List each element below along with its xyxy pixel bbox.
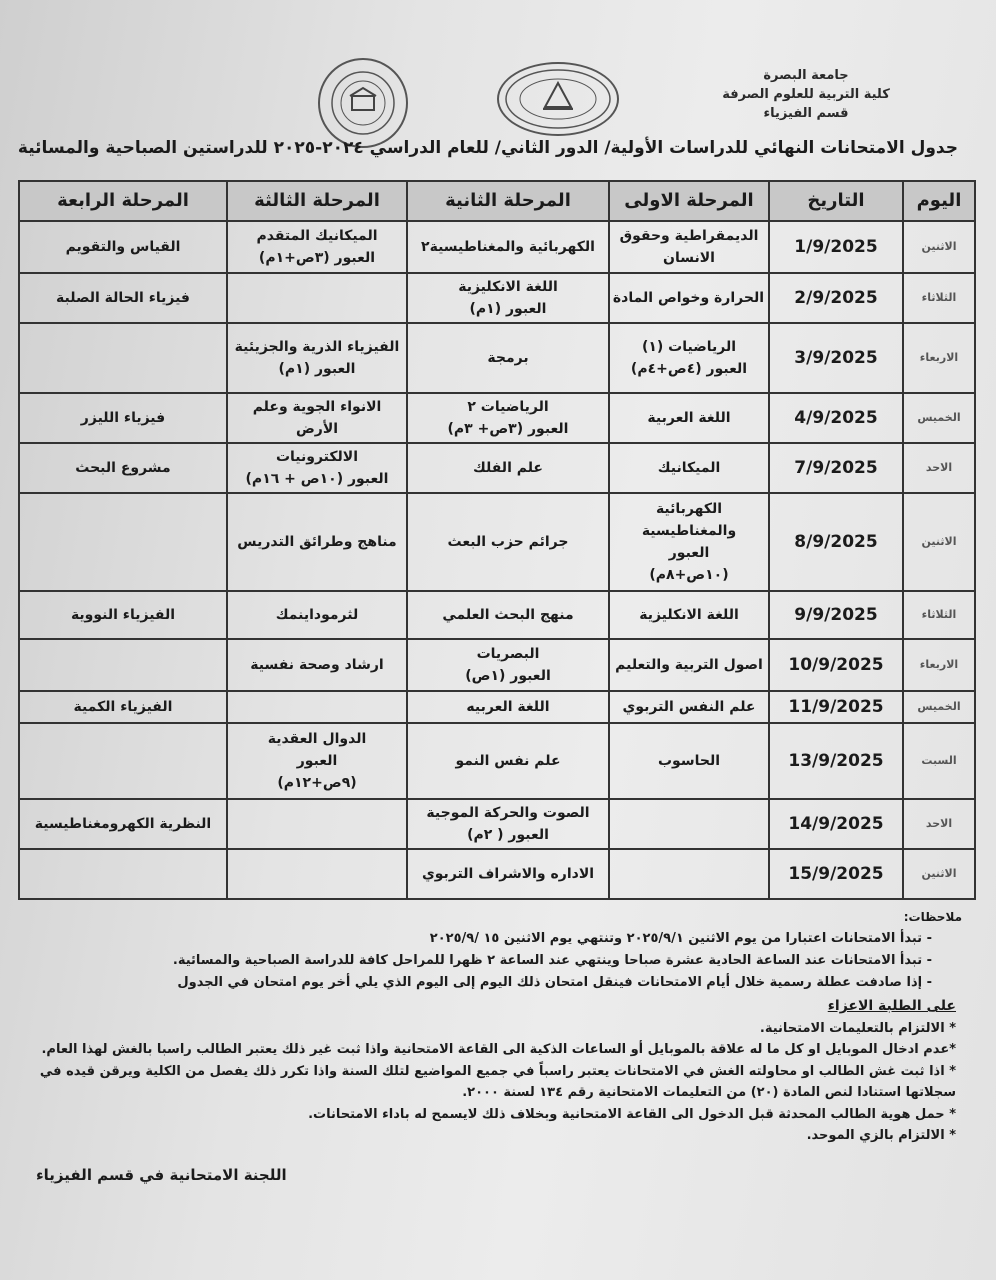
exam-schedule-table bbox=[18, 180, 976, 900]
course-text: اللغة العربية bbox=[647, 410, 731, 426]
day-cell: الخميس bbox=[903, 691, 975, 723]
college-logo bbox=[497, 62, 619, 136]
stage-4-cell bbox=[19, 221, 227, 273]
date-cell: 15/9/2025 bbox=[769, 849, 903, 899]
course-text: الحرارة وخواص المادة bbox=[612, 290, 764, 306]
course-text: اللغة العربيه bbox=[466, 699, 550, 715]
stage-2-cell bbox=[407, 221, 609, 273]
header-stage-2: المرحلة الثانية bbox=[407, 181, 609, 221]
table-row bbox=[19, 849, 975, 899]
stage-1-cell bbox=[609, 799, 769, 849]
stage-1-cell bbox=[609, 443, 769, 493]
notes-section bbox=[2, 906, 962, 994]
stage-1-cell bbox=[609, 323, 769, 393]
stage-2-cell bbox=[407, 691, 609, 723]
stage-4-cell bbox=[19, 639, 227, 691]
stage-2-cell bbox=[407, 393, 609, 443]
course-text: علم الفلك bbox=[472, 460, 543, 476]
stage-1-cell bbox=[609, 493, 769, 591]
stage-2-cell bbox=[407, 849, 609, 899]
stage-1-cell bbox=[609, 591, 769, 639]
stage-3-cell bbox=[227, 723, 407, 799]
course-text: الفيزياء الذرية والجزيئية bbox=[234, 339, 400, 355]
date-cell: 2/9/2025 bbox=[769, 273, 903, 323]
stage-3-cell bbox=[227, 393, 407, 443]
stage-4-cell bbox=[19, 799, 227, 849]
stage-1-cell bbox=[609, 393, 769, 443]
stage-1-cell bbox=[609, 723, 769, 799]
stage-3-cell bbox=[227, 591, 407, 639]
date-cell: 7/9/2025 bbox=[769, 443, 903, 493]
university-logo bbox=[318, 58, 408, 148]
stage-4-cell bbox=[19, 849, 227, 899]
course-text: القياس والتقويم bbox=[65, 239, 181, 255]
course-text: الاداره والاشراف التربوي bbox=[421, 866, 595, 882]
stage-2-cell bbox=[407, 799, 609, 849]
table-row bbox=[19, 221, 975, 273]
table-row bbox=[19, 691, 975, 723]
table-row bbox=[19, 323, 975, 393]
stage-3-cell bbox=[227, 639, 407, 691]
college-name: كلية التربية للعلوم الصرفة bbox=[722, 87, 890, 102]
course-text: ارشاد وصحة نفسية bbox=[250, 657, 384, 673]
table-header-row bbox=[19, 181, 975, 221]
course-text: لثرموداينمك bbox=[275, 607, 359, 623]
course-text: الرياضيات (١) bbox=[641, 339, 737, 355]
course-text: علم النفس التربوي bbox=[622, 699, 756, 715]
course-text: جرائم حزب البعث bbox=[447, 534, 569, 550]
course-text: مناهج وطرائق التدريس bbox=[237, 534, 397, 550]
note-item: - إذا صادفت عطلة رسمية خلال أيام الامتحانات فينقل امتحان ذلك اليوم إلى اليوم الذي يلي أخر يوم امتحان في الجدول bbox=[177, 975, 932, 990]
stage-1-cell bbox=[609, 639, 769, 691]
stage-4-cell bbox=[19, 443, 227, 493]
student-instructions bbox=[0, 996, 956, 1147]
stage-1-cell bbox=[609, 221, 769, 273]
stage-2-cell bbox=[407, 323, 609, 393]
course-text: فيزياء الحالة الصلبة bbox=[56, 290, 190, 306]
course-text: النظرية الكهرومغناطيسية bbox=[34, 816, 212, 832]
course-text: الانسان bbox=[663, 250, 715, 266]
instruction-item: * حمل هوية الطالب المحدثة قبل الدخول الى القاعة الامتحانية وبخلاف ذلك لايسمح له باداء الامتحانات. bbox=[308, 1106, 956, 1122]
course-text: الدوال العقدية bbox=[267, 731, 367, 747]
course-text: الفيزياء النووية bbox=[70, 607, 176, 623]
stage-3-cell bbox=[227, 799, 407, 849]
table-row bbox=[19, 393, 975, 443]
stage-1-cell bbox=[609, 691, 769, 723]
day-cell: الخميس bbox=[903, 393, 975, 443]
course-text: العبور bbox=[296, 753, 338, 769]
course-text: اللغة الانكليزية bbox=[458, 279, 558, 295]
course-text: البصريات bbox=[476, 646, 540, 662]
header-date: التاريخ bbox=[769, 181, 903, 221]
students-heading: على الطلبة الاعزاء bbox=[827, 998, 956, 1014]
course-text: الفيزياء الكمية bbox=[73, 699, 173, 715]
course-text: الأرض bbox=[295, 421, 339, 437]
course-text: برمجة bbox=[487, 350, 529, 366]
course-text: فيزياء الليزر bbox=[80, 410, 166, 426]
stage-4-cell bbox=[19, 273, 227, 323]
stage-4-cell bbox=[19, 393, 227, 443]
university-name: جامعة البصرة bbox=[763, 68, 849, 83]
course-text: مشروع البحث bbox=[75, 460, 171, 476]
day-cell: الثلاثاء bbox=[903, 591, 975, 639]
course-text: الميكانيك المتقدم bbox=[256, 228, 378, 244]
stage-4-cell bbox=[19, 723, 227, 799]
day-cell: السبت bbox=[903, 723, 975, 799]
course-text: العبور (١م) bbox=[278, 361, 356, 377]
stage-2-cell bbox=[407, 591, 609, 639]
date-cell: 1/9/2025 bbox=[769, 221, 903, 273]
date-cell: 8/9/2025 bbox=[769, 493, 903, 591]
course-text: العبور (٣ص+١م) bbox=[258, 250, 376, 266]
course-text: العبور (١م) bbox=[469, 301, 547, 317]
course-text: الرياضيات ٢ bbox=[467, 399, 549, 415]
course-text: الكهربائية bbox=[655, 501, 723, 517]
course-text: العبور bbox=[668, 545, 710, 561]
day-cell: الاثنين bbox=[903, 849, 975, 899]
date-cell: 3/9/2025 bbox=[769, 323, 903, 393]
department-name: قسم الفيزياء bbox=[763, 106, 849, 121]
stage-3-cell bbox=[227, 443, 407, 493]
stage-2-cell bbox=[407, 443, 609, 493]
day-cell: الاربعاء bbox=[903, 639, 975, 691]
course-text: الميكانيك bbox=[657, 460, 721, 476]
date-cell: 13/9/2025 bbox=[769, 723, 903, 799]
day-cell: الاثنين bbox=[903, 493, 975, 591]
table-row bbox=[19, 723, 975, 799]
course-text: اللغة الانكليزية bbox=[639, 607, 739, 623]
day-cell: الاحد bbox=[903, 443, 975, 493]
stage-3-cell bbox=[227, 221, 407, 273]
course-text: منهج البحث العلمي bbox=[442, 607, 574, 623]
course-text: اصول التربية والتعليم bbox=[615, 657, 763, 673]
header-stage-3: المرحلة الثالثة bbox=[227, 181, 407, 221]
instruction-item: *عدم ادخال الموبايل او كل ما له علاقة بالموبايل أو الساعات الذكية الى القاعة الامتحانية واذا ثبت غير ذلك يعتبر الطالب راسبا بالغش لهذا العام. bbox=[41, 1042, 956, 1057]
institution-header bbox=[706, 66, 906, 123]
date-cell: 9/9/2025 bbox=[769, 591, 903, 639]
note-item: - تبدأ الامتحانات عند الساعة الحادية عشرة صباحا وينتهي عند الساعة ٢ ظهرا للمراحل كافة للدراسة الصباحية والمسائية. bbox=[172, 953, 932, 968]
stage-3-cell bbox=[227, 273, 407, 323]
stage-2-cell bbox=[407, 273, 609, 323]
course-text: والمغناطيسية bbox=[641, 523, 737, 539]
stage-2-cell bbox=[407, 723, 609, 799]
stage-4-cell bbox=[19, 591, 227, 639]
date-cell: 11/9/2025 bbox=[769, 691, 903, 723]
document-title: جدول الامتحانات النهائي للدراسات الأولية/ الدور الثاني/ للعام الدراسي ٢٠٢٤-٢٠٢٥ للدراستين الصباحية والمسائية bbox=[17, 138, 958, 158]
stage-4-cell bbox=[19, 493, 227, 591]
course-text: العبور ( ٢م) bbox=[467, 827, 549, 843]
header-day: اليوم bbox=[903, 181, 975, 221]
stage-3-cell bbox=[227, 849, 407, 899]
table-row bbox=[19, 273, 975, 323]
instruction-item: سجلاتها استنادا لنص المادة (٢٠) من التعليمات الامتحانية رقم ١٣٤ لسنة ٢٠٠٠. bbox=[462, 1085, 956, 1100]
instruction-item: * الالتزام بالزي الموحد. bbox=[806, 1128, 956, 1143]
signature-committee: اللجنة الامتحانية في قسم الفيزياء bbox=[36, 1166, 287, 1184]
date-cell: 4/9/2025 bbox=[769, 393, 903, 443]
course-text: العبور (٣ص+ ٣م) bbox=[447, 421, 569, 437]
course-text: العبور (٤ص+٤م) bbox=[630, 361, 748, 377]
course-text: علم نفس النمو bbox=[455, 753, 561, 769]
course-text: العبور (١٠ص + ١٦م) bbox=[245, 471, 389, 487]
course-text: العبور (١ص) bbox=[465, 668, 551, 684]
stage-4-cell bbox=[19, 691, 227, 723]
stage-1-cell bbox=[609, 273, 769, 323]
course-text: الديمقراطية وحقوق bbox=[619, 228, 759, 244]
course-text: الصوت والحركة الموجية bbox=[426, 805, 590, 821]
day-cell: الثلاثاء bbox=[903, 273, 975, 323]
course-text: (١٠ص+٨م) bbox=[649, 567, 729, 583]
day-cell: الاحد bbox=[903, 799, 975, 849]
course-text: (٩ص+١٢م) bbox=[277, 775, 357, 791]
header-stage-4: المرحلة الرابعة bbox=[19, 181, 227, 221]
course-text: الحاسوب bbox=[657, 753, 720, 769]
date-cell: 14/9/2025 bbox=[769, 799, 903, 849]
table-row bbox=[19, 639, 975, 691]
table-row bbox=[19, 799, 975, 849]
day-cell: الاربعاء bbox=[903, 323, 975, 393]
stage-2-cell bbox=[407, 639, 609, 691]
header-stage-1: المرحلة الاولى bbox=[609, 181, 769, 221]
stage-3-cell bbox=[227, 493, 407, 591]
instruction-item: * الالتزام بالتعليمات الامتحانية. bbox=[759, 1020, 956, 1036]
table-row bbox=[19, 493, 975, 591]
stage-3-cell bbox=[227, 691, 407, 723]
instruction-item: * اذا ثبت غش الطالب او محاولته الغش في الامتحانات يعتبر راسباً في جميع المواضيع لتلك السنة واذا تكرر ذلك يفصل من الكلية ويرقن قيده في bbox=[39, 1063, 956, 1079]
stage-3-cell bbox=[227, 323, 407, 393]
date-cell: 10/9/2025 bbox=[769, 639, 903, 691]
day-cell: الاثنين bbox=[903, 221, 975, 273]
stage-4-cell bbox=[19, 323, 227, 393]
table-row bbox=[19, 443, 975, 493]
stage-2-cell bbox=[407, 493, 609, 591]
notes-heading: ملاحظات: bbox=[903, 910, 962, 924]
course-text: الانواء الجوية وعلم bbox=[252, 399, 382, 415]
course-text: الالكترونيات bbox=[275, 449, 359, 465]
note-item: - تبدأ الامتحانات اعتبارا من يوم الاثنين ٢٠٢٥/٩/١ وتنتهي يوم الاثنين ١٥ /٢٠٢٥/٩ bbox=[429, 931, 932, 946]
table-row bbox=[19, 591, 975, 639]
stage-1-cell bbox=[609, 849, 769, 899]
course-text: الكهربائية والمغناطيسية٢ bbox=[421, 239, 595, 255]
